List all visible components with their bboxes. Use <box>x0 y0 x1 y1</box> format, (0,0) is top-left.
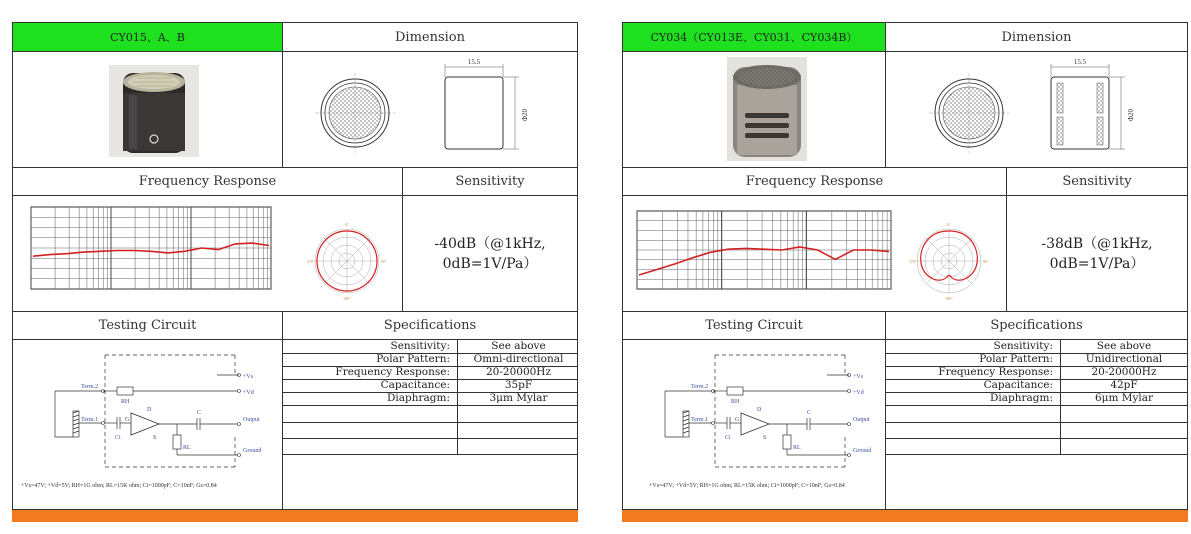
ground-label: Ground <box>243 448 262 454</box>
spec-row-frequency-response: Frequency Response: 20-20000Hz <box>335 366 551 378</box>
svg-text:270°: 270° <box>307 259 315 264</box>
s-label: S <box>153 435 157 441</box>
rh-label: RH <box>731 399 740 405</box>
vd-label: +Vd <box>243 390 254 396</box>
spec-row-frequency-response: Frequency Response: 20-20000Hz <box>938 366 1157 378</box>
spec-row-diaphragm: Diaphragm: 3μm Mylar <box>386 392 548 404</box>
specifications-header: Specifications <box>990 318 1083 333</box>
ground-label: Ground <box>853 448 872 454</box>
spec-table-left <box>12 22 578 510</box>
circuit-caption: +Vs=47V; +Vd=5V; RH=1G ohm; RL=15K ohm; Ci=1000pF; C=10nF; Gs=0.84 <box>21 483 217 489</box>
specifications-table-left <box>283 340 577 511</box>
svg-text:0°: 0° <box>947 222 951 227</box>
svg-text:90°: 90° <box>381 259 387 264</box>
svg-text:180°: 180° <box>945 296 953 301</box>
row-divider <box>13 51 577 52</box>
polar-pattern-left <box>301 219 393 303</box>
sensitivity-line-2: 0dB=1V/Pa） <box>1049 255 1145 272</box>
d-label: D <box>757 407 762 413</box>
dimension-height: Φ20 <box>1127 108 1135 122</box>
ci-label: Ci <box>725 435 731 441</box>
term2-label: Term.2 <box>81 384 99 390</box>
testing-circuit-header: Testing Circuit <box>705 318 803 333</box>
spec-row-polar-pattern: Polar Pattern: Unidirectional <box>979 353 1163 365</box>
sensitivity-line-2: 0dB=1V/Pa） <box>442 255 538 272</box>
vd-label: +Vd <box>853 390 864 396</box>
frequency-response-chart-right <box>633 207 897 299</box>
spec-row-diaphragm: Diaphragm: 6μm Mylar <box>989 392 1154 404</box>
sensitivity-value-left <box>403 196 577 311</box>
sensitivity-value-right <box>1007 196 1187 311</box>
sensitivity-line-1: -38dB（@1kHz, <box>1041 235 1153 252</box>
output-label: Output <box>853 417 870 423</box>
s-label: S <box>763 435 767 441</box>
spec-table-right <box>622 22 1188 510</box>
footer-bar <box>622 510 1188 522</box>
polar-pattern-right <box>903 219 995 303</box>
spec-sheet-right <box>622 22 1188 524</box>
dimension-height: Φ20 <box>521 108 529 122</box>
testing-circuit-right <box>627 341 883 471</box>
rl-resistor <box>173 435 181 449</box>
dimension-header: Dimension <box>1001 29 1072 45</box>
dimension-drawing-left <box>293 53 573 165</box>
row-divider <box>623 51 1187 52</box>
model-name: CY015、A、B <box>13 23 282 51</box>
sensitivity-line-1: -40dB（@1kHz, <box>434 235 546 252</box>
dimension-width: 15.5 <box>1073 58 1087 66</box>
rl-resistor <box>783 435 791 449</box>
g-label: G <box>735 417 740 423</box>
product-photo-left <box>109 65 199 157</box>
svg-text:270°: 270° <box>909 259 917 264</box>
fet-triangle <box>131 413 159 435</box>
spec-row-capacitance: Capacitance: 35pF <box>380 379 533 391</box>
d-label: D <box>147 407 152 413</box>
vs-label: +Vs <box>243 374 254 380</box>
dimension-header: Dimension <box>394 29 465 45</box>
circuit-caption: +Vs=47V; +Vd=5V; RH=1G ohm; RL=15K ohm; Ci=1000pF; C=10nF; Gs=0.84 <box>649 483 845 489</box>
sensitivity-header: Sensitivity <box>1062 174 1132 189</box>
product-photo-right <box>727 57 807 161</box>
rh-resistor <box>727 387 743 395</box>
c-label: C <box>197 410 202 416</box>
frequency-response-chart-left <box>27 203 277 299</box>
testing-circuit-header: Testing Circuit <box>98 318 197 333</box>
term2-label: Term.2 <box>691 384 709 390</box>
spec-row-capacitance: Capacitance: 42pF <box>983 379 1138 391</box>
fet-triangle <box>741 413 769 435</box>
svg-text:0°: 0° <box>345 222 349 227</box>
g-label: G <box>125 417 130 423</box>
spec-row-polar-pattern: Polar Pattern: Omni-directional <box>376 353 564 365</box>
testing-circuit-left <box>17 341 279 471</box>
rh-label: RH <box>121 399 130 405</box>
frequency-response-header: Frequency Response <box>138 174 277 189</box>
dimension-drawing-right <box>901 53 1183 165</box>
ci-label: Ci <box>115 435 121 441</box>
vs-label: +Vs <box>853 374 864 380</box>
term1-label: Term.1 <box>81 417 99 423</box>
svg-text:180°: 180° <box>343 296 351 301</box>
sensitivity-header: Sensitivity <box>455 174 525 189</box>
svg-text:90°: 90° <box>983 259 989 264</box>
specifications-header: Specifications <box>383 318 477 333</box>
term1-label: Term.1 <box>691 417 709 423</box>
rh-resistor <box>117 387 133 395</box>
spec-row-sensitivity: Sensitivity: See above <box>390 340 546 352</box>
rl-label: RL <box>183 445 191 451</box>
footer-bar <box>12 510 578 522</box>
spec-sheet-left <box>12 22 578 524</box>
frequency-response-header: Frequency Response <box>745 174 884 189</box>
c-label: C <box>807 410 812 416</box>
output-label: Output <box>243 417 260 423</box>
dimension-width: 15.5 <box>467 58 481 66</box>
specifications-table-right <box>886 340 1187 511</box>
spec-row-sensitivity: Sensitivity: See above <box>993 340 1152 352</box>
model-name: CY034（CY013E、CY031、CY034B） <box>623 23 885 51</box>
rl-label: RL <box>793 445 801 451</box>
